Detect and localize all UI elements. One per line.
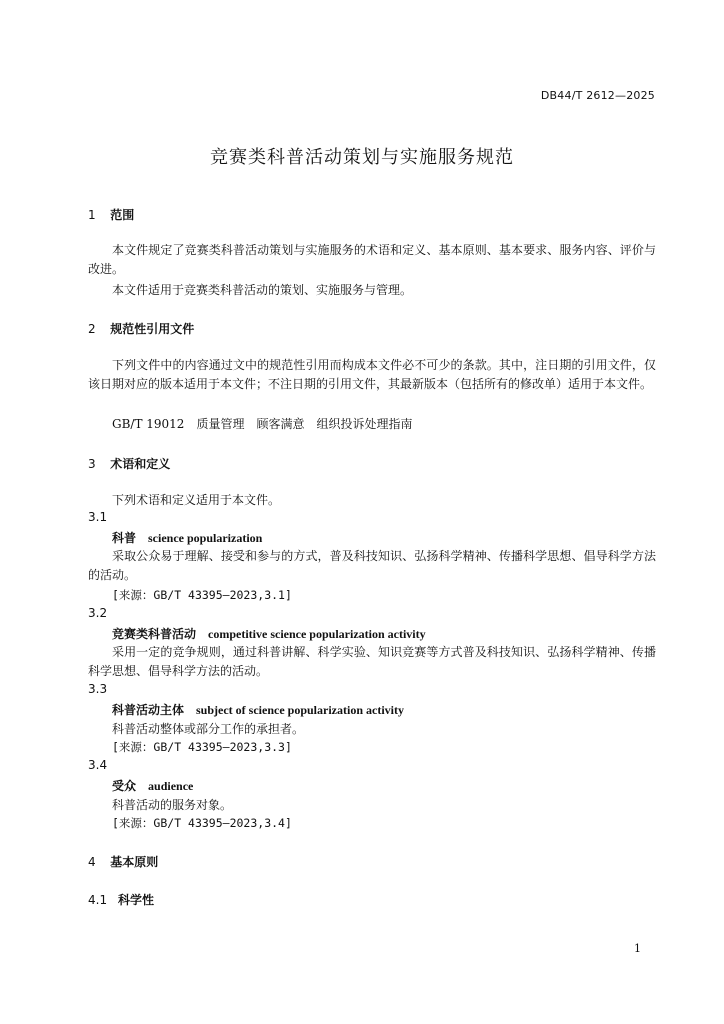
- term-zh: 科普活动主体: [112, 703, 185, 717]
- term-number: 3.1: [88, 510, 108, 524]
- normative-references-paragraph: 下列文件中的内容通过文中的规范性引用而构成本文件必不可少的条款。其中，注日期的引用文件，仅该日期对应的版本适用于本文件；不注日期的引用文件，其最新版本（包括所有的修改单）适用于本文件。: [88, 358, 656, 391]
- section-4-heading: [88, 853, 158, 870]
- term-en: science popularization: [148, 531, 263, 545]
- subsection-title: 科学性: [118, 893, 155, 907]
- term-en: competitive science popularization activity: [208, 627, 426, 641]
- section-number: 3: [88, 457, 96, 471]
- term-source: [来源：GB/T 43395—2023,3.1]: [112, 588, 292, 602]
- term-source: [来源：GB/T 43395—2023,3.4]: [112, 816, 292, 830]
- subsection-number: 4.1: [88, 893, 108, 907]
- reference-gb-t-19012: GB/T 19012 质量管理 顾客满意 组织投诉处理指南: [112, 417, 413, 431]
- scope-paragraph-2: 本文件适用于竞赛类科普活动的策划、实施服务与管理。: [112, 283, 413, 297]
- section-title: 范围: [110, 208, 135, 222]
- term-zh: 竞赛类科普活动: [112, 627, 197, 641]
- term-number: 3.4: [88, 758, 108, 772]
- terms-intro: 下列术语和定义适用于本文件。: [112, 493, 281, 507]
- term-number: 3.2: [88, 606, 108, 620]
- term-entry: [112, 625, 426, 642]
- term-definition: 采取公众易于理解、接受和参与的方式，普及科技知识、弘扬科学精神、传播科学思想、倡导科学方法的活动。: [88, 549, 656, 582]
- term-entry: [112, 529, 262, 546]
- term-definition: 科普活动整体或部分工作的承担者。: [112, 722, 305, 736]
- section-title: 规范性引用文件: [110, 322, 195, 336]
- term-number: 3.3: [88, 682, 108, 696]
- term-en: audience: [148, 779, 194, 793]
- term-entry: [112, 701, 404, 718]
- term-source: [来源：GB/T 43395—2023,3.3]: [112, 740, 292, 754]
- section-3-heading: [88, 455, 170, 472]
- term-en: subject of science popularization activity: [196, 703, 404, 717]
- section-title: 基本原则: [110, 855, 159, 869]
- term-zh: 科普: [112, 531, 137, 545]
- term-zh: 受众: [112, 779, 137, 793]
- term-entry: [112, 777, 193, 794]
- section-number: 1: [88, 208, 96, 222]
- document-title: 竞赛类科普活动策划与实施服务规范: [210, 147, 514, 168]
- section-1-heading: [88, 206, 134, 223]
- section-title: 术语和定义: [110, 457, 171, 471]
- section-2-heading: [88, 320, 194, 337]
- section-number: 2: [88, 322, 96, 336]
- scope-paragraph-1: 本文件规定了竞赛类科普活动策划与实施服务的术语和定义、基本原则、基本要求、服务内容、评价与改进。: [88, 243, 656, 276]
- subsection-4-1-heading: [88, 891, 154, 908]
- standard-number: DB44/T 2612—2025: [540, 89, 655, 102]
- term-definition: 采用一定的竞争规则，通过科普讲解、科学实验、知识竞赛等方式普及科技知识、弘扬科学精神、传播科学思想、倡导科学方法的活动。: [88, 645, 656, 678]
- page-number: 1: [634, 942, 641, 955]
- section-number: 4: [88, 855, 96, 869]
- term-definition: 科普活动的服务对象。: [112, 798, 233, 812]
